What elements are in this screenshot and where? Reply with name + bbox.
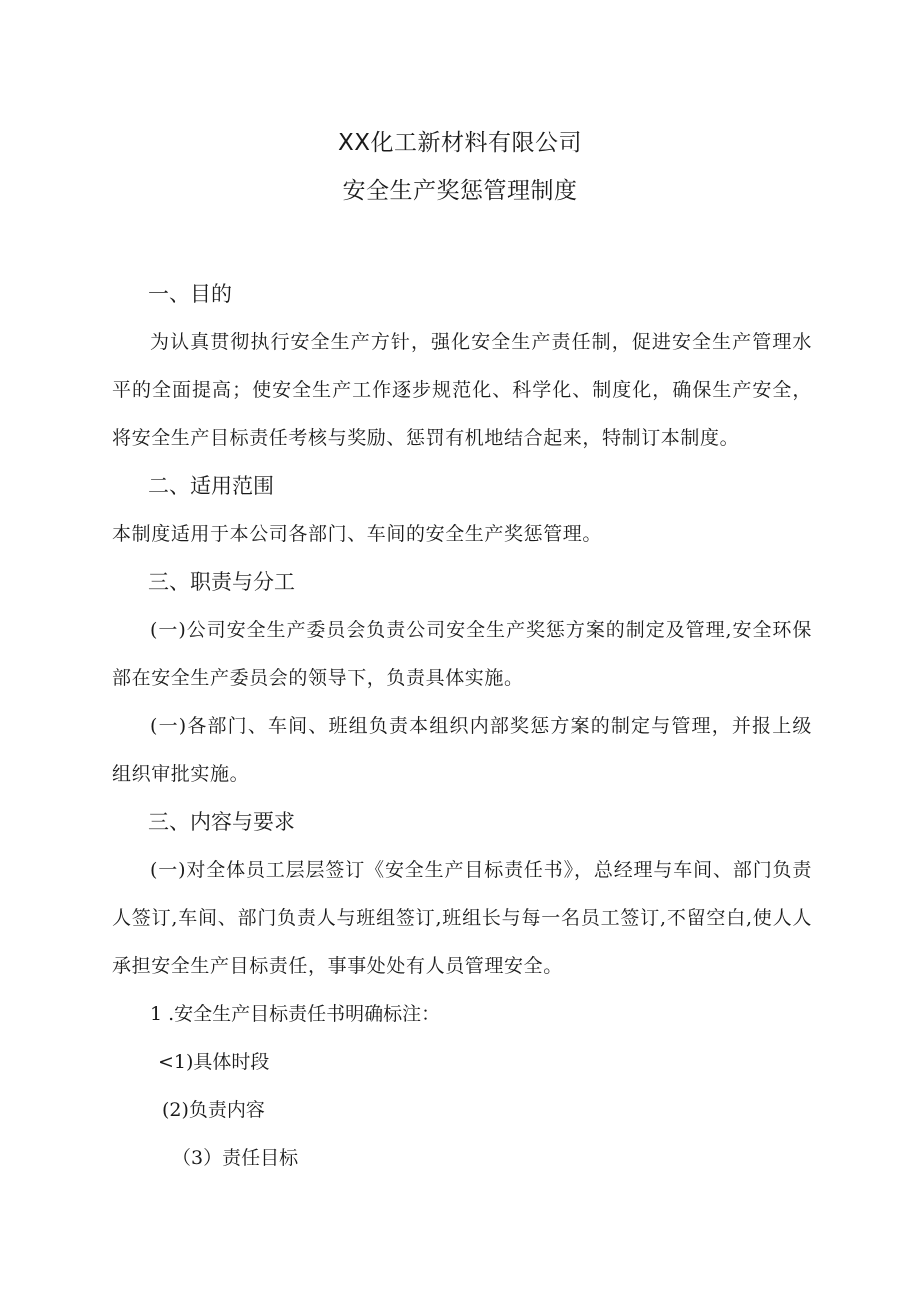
paragraph-scope: 本制度适用于本公司各部门、车间的安全生产奖惩管理。 bbox=[112, 523, 603, 545]
paragraph-responsibility-1: (一)公司安全生产委员会负责公司安全生产奖惩方案的制定及管理,安全环保部在安全生产委员会的领导下，负责具体实施。 bbox=[112, 619, 812, 689]
section-heading-scope: 二、适用范围 bbox=[148, 474, 274, 498]
list-subitem-3: （3）责任目标 bbox=[172, 1147, 299, 1169]
paragraph-responsibility-2: (一)各部门、车间、班组负责本组织内部奖惩方案的制定与管理，并报上级组织审批实施。 bbox=[112, 715, 812, 785]
company-name: XX化工新材料有限公司 bbox=[337, 130, 582, 156]
document-title bbox=[0, 128, 920, 206]
section-heading-requirements: 三、内容与要求 bbox=[148, 810, 295, 834]
list-item-numbered: 1 .安全生产目标责任书明确标注： bbox=[150, 1003, 441, 1025]
regulation-title: 安全生产奖惩管理制度 bbox=[342, 178, 578, 204]
paragraph-purpose: 为认真贯彻执行安全生产方针，强化安全生产责任制，促进安全生产管理水平的全面提高；使安全生产工作逐步规范化、科学化、制度化，确保生产安全，将安全生产目标责任考核与奖励、惩罚有机地结合起来，特制订本制度。 bbox=[112, 331, 812, 449]
list-subitem-2: (2)负责内容 bbox=[162, 1099, 265, 1121]
document-body bbox=[112, 270, 812, 1182]
paragraph-requirements-1: (一)对全体员工层层签订《安全生产目标责任书》，总经理与车间、部门负责人签订,车间、部门负责人与班组签订,班组长与每一名员工签订,不留空白,使人人承担安全生产目标责任，事事处处有人员管理安全。 bbox=[112, 859, 812, 977]
list-subitem-1: <1)具体时段 bbox=[158, 1051, 270, 1073]
section-heading-responsibilities: 三、职责与分工 bbox=[148, 570, 295, 594]
section-heading-purpose: 一、目的 bbox=[148, 282, 232, 306]
